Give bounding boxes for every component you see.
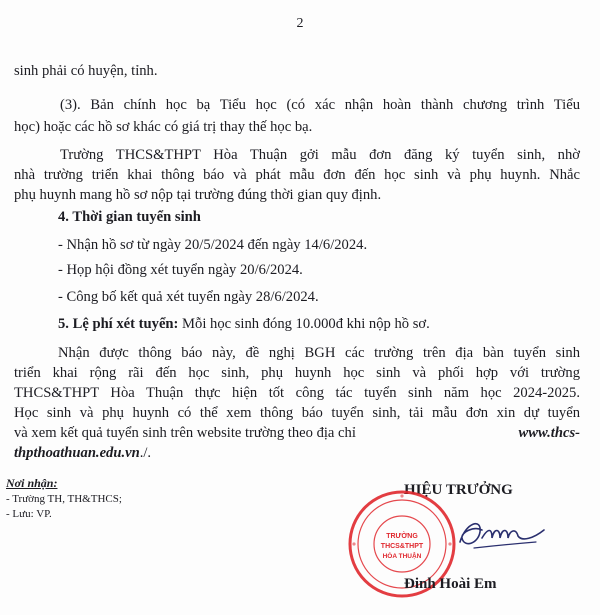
para-b-line-1: (3). Bản chính học bạ Tiểu học (có xác nhận hoàn thành chương trình Tiểu [60, 97, 580, 113]
signer-name: Đinh Hoài Em [404, 576, 497, 592]
closing-line-3: THCS&THPT Hòa Thuận thực hiện tốt công tác tuyển sinh năm học 2024-2025. [14, 385, 580, 401]
stamp-top-text: TRƯỜNG [386, 533, 418, 540]
para-a-line: sinh phải có huyện, tỉnh. [14, 63, 158, 79]
recipient-item-1: - Trường TH, TH&THCS; [6, 493, 122, 505]
closing-line-1: Nhận được thông báo này, đề nghị BGH các trường trên địa bàn tuyển sinh [58, 345, 580, 361]
signature-title: HIỆU TRƯỞNG [404, 482, 513, 498]
closing-line-2: triển khai rộng rãi đến học sinh, phụ huynh học sinh và phối hợp với trường [14, 365, 580, 381]
closing-line-5-text: và xem kết quả tuyển sinh trên website trường theo địa chỉ [14, 425, 356, 441]
para-c-line-1: Trường THCS&THPT Hòa Thuận gởi mẫu đơn đăng ký tuyển sinh, nhờ [60, 147, 580, 163]
section-4-item-2: - Họp hội đồng xét tuyển ngày 20/6/2024. [58, 262, 303, 278]
closing-line-5 [14, 424, 580, 442]
para-c-line-2: nhà trường triển khai thông báo và phát mẫu đơn đến học sinh và phụ huynh. Nhắc [14, 167, 580, 183]
section-4-item-1: - Nhận hồ sơ từ ngày 20/5/2024 đến ngày 14/6/2024. [58, 237, 368, 253]
section-4-heading: 4. Thời gian tuyển sinh [58, 209, 201, 225]
closing-line-6 [14, 444, 151, 462]
section-5-text: Mỗi học sinh đóng 10.000đ khi nộp hồ sơ. [178, 316, 430, 332]
section-5-line [58, 315, 430, 333]
closing-line-4: Học sinh và phụ huynh có thể xem thông báo tuyển sinh, tải mẫu đơn xin dự tuyển [14, 405, 580, 421]
stamp-bottom-text: HÒA THUẬN [382, 553, 422, 560]
website-url-end: thpthoathuan.edu.vn [14, 445, 140, 461]
handwritten-signature [452, 508, 552, 558]
recipient-item-2: - Lưu: VP. [6, 508, 52, 520]
para-b-line-2: học) hoặc các hồ sơ khác có giá trị thay thế học bạ. [14, 119, 313, 135]
para-c-line-3: phụ huynh mang hồ sơ nộp tại trường đúng thời gian quy định. [14, 187, 382, 203]
section-4-item-3: - Công bố kết quả xét tuyển ngày 28/6/2024. [58, 289, 319, 305]
section-5-heading: 5. Lệ phí xét tuyển: [58, 316, 179, 332]
website-url-start: www.thcs- [518, 425, 580, 441]
page-number: 2 [296, 16, 304, 31]
stamp-mid-text: THCS&THPT [380, 543, 424, 550]
closing-line-6-tail: ./. [139, 445, 152, 461]
recipients-title: Nơi nhận: [6, 476, 58, 490]
